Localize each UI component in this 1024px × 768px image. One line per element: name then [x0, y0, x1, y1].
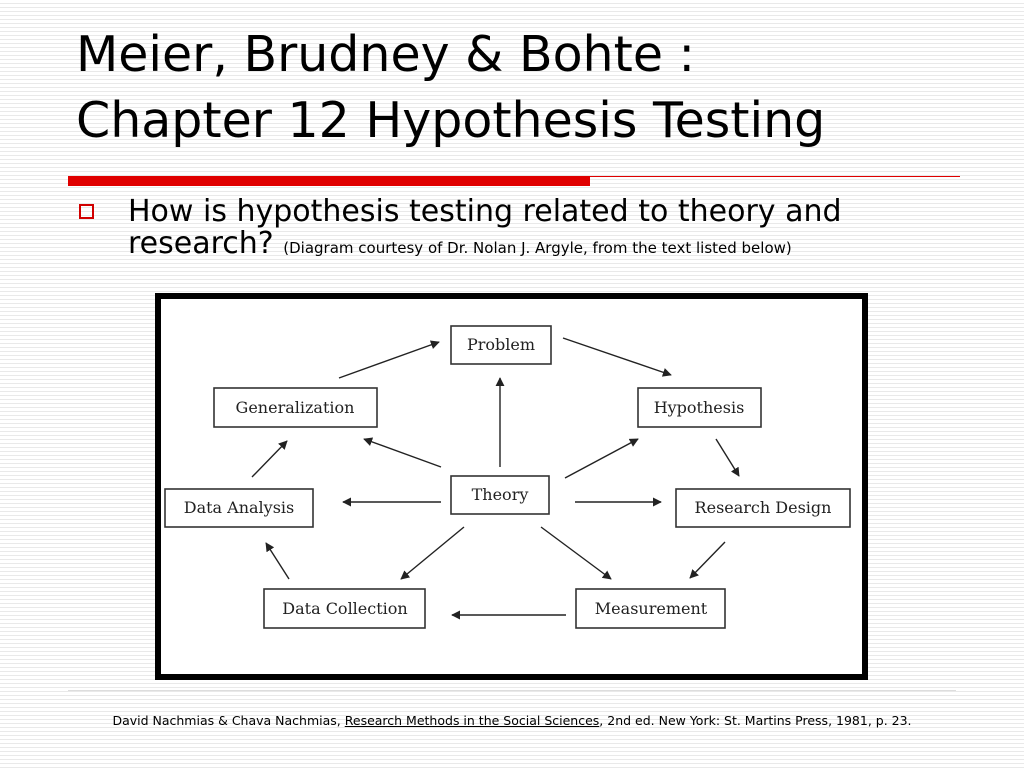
node-data-analysis-label: Data Analysis [183, 498, 295, 517]
edge-generalization-to-problem [339, 342, 439, 378]
edge-theory-to-data-collection [401, 527, 464, 579]
node-generalization [214, 388, 377, 427]
citation [0, 713, 1024, 729]
edge-theory-to-generalization [364, 439, 441, 467]
citation-authors: David Nachmias & Chava Nachmias, [112, 713, 345, 728]
edge-data-analysis-to-generalization [252, 441, 287, 477]
edge-theory-to-hypothesis [565, 439, 638, 478]
research-cycle-diagram [155, 293, 868, 680]
node-generalization-label: Generalization [235, 398, 355, 417]
node-data-analysis [165, 489, 313, 527]
node-research-design [676, 489, 850, 527]
citation-book-title: Research Methods in the Social Sciences [344, 713, 600, 728]
bullet-note: (Diagram courtesy of Dr. Nolan J. Argyle, from the text listed below) [283, 239, 792, 257]
node-research-design-label: Research Design [694, 498, 832, 517]
node-problem [451, 326, 551, 364]
node-problem-label: Problem [466, 335, 536, 354]
node-hypothesis-label: Hypothesis [653, 398, 745, 417]
hollow-square-bullet-icon [79, 204, 94, 219]
edge-hypothesis-to-research-design [716, 439, 739, 476]
node-theory-label: Theory [471, 485, 529, 504]
bullet-question: How is hypothesis testing related to theory and research? [128, 194, 842, 261]
edge-data-collection-to-data-analysis [266, 543, 289, 579]
title-line-1: Meier, Brudney & Bohte : [76, 26, 696, 83]
node-theory [451, 476, 549, 514]
title-underline-bar [68, 176, 590, 186]
edge-theory-to-measurement [541, 527, 611, 579]
footer-divider [68, 690, 956, 691]
node-data-collection-label: Data Collection [282, 599, 408, 618]
slide-title [76, 22, 976, 154]
edge-research-design-to-measurement [690, 542, 725, 578]
bullet-text [128, 196, 978, 260]
node-hypothesis [638, 388, 761, 427]
node-measurement-label: Measurement [594, 599, 708, 618]
citation-details: , 2nd ed. New York: St. Martins Press, 1981, p. 23. [599, 713, 912, 728]
edge-problem-to-hypothesis [563, 338, 671, 375]
title-underline-thin [590, 176, 960, 177]
node-measurement [576, 589, 725, 628]
title-line-2: Chapter 12 Hypothesis Testing [76, 92, 826, 149]
diagram-canvas [161, 299, 862, 674]
node-data-collection [264, 589, 425, 628]
